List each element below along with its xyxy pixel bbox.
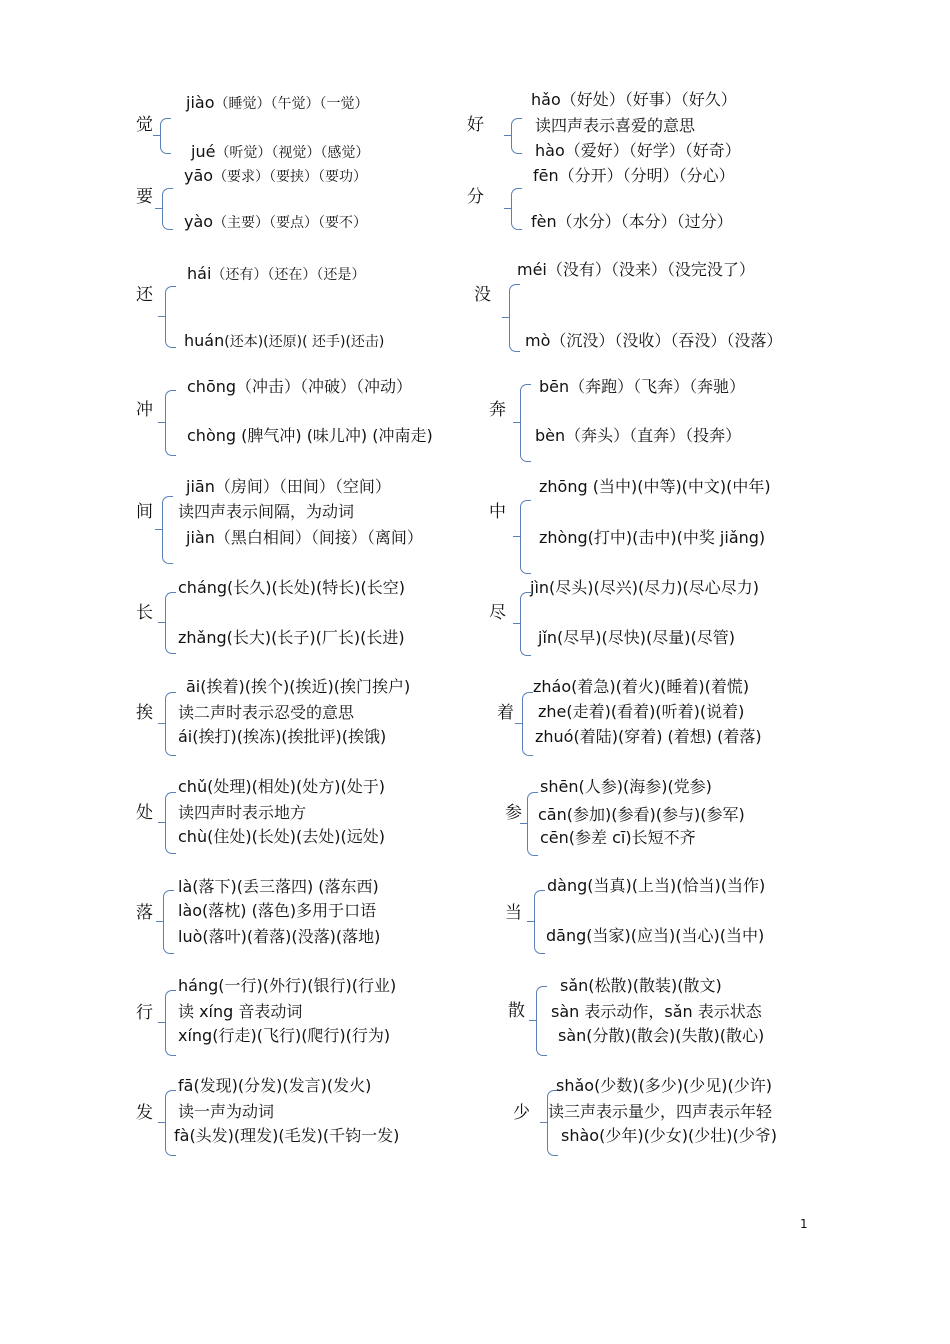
brace-tip bbox=[158, 1022, 165, 1023]
brace-tip bbox=[504, 208, 511, 209]
curly-brace bbox=[163, 890, 174, 954]
curly-brace bbox=[547, 1090, 558, 1156]
pinyin: zhe bbox=[538, 702, 567, 721]
example-words: (当家)(应当)(当心)(当中) bbox=[586, 926, 765, 945]
example-words: （沉没）（没收）（吞没）（没落） bbox=[550, 331, 783, 350]
brace-tip bbox=[513, 536, 520, 537]
reading-line bbox=[178, 827, 385, 847]
example-words: (还本)(还原)( 还手)(还击) bbox=[224, 334, 385, 350]
example-words: (脾气冲) (味儿冲) (冲南走) bbox=[236, 426, 433, 445]
pinyin: yāo bbox=[184, 166, 214, 185]
reading-line bbox=[184, 166, 367, 187]
pinyin: fèn bbox=[531, 212, 557, 231]
reading-line bbox=[525, 331, 782, 351]
example-words: (松散)(散装)(散文) bbox=[588, 976, 722, 995]
pinyin: zháo bbox=[533, 677, 572, 696]
example-words: (处理)(相处)(处方)(处于) bbox=[207, 777, 386, 796]
reading-line bbox=[191, 142, 369, 163]
brace-tip bbox=[513, 623, 520, 624]
reading-line bbox=[540, 828, 696, 848]
example-words: （水分）（本分）（过分） bbox=[556, 212, 733, 231]
polyphone-character: 间 bbox=[136, 502, 153, 522]
pinyin: āi bbox=[186, 677, 201, 696]
brace-tip bbox=[156, 921, 163, 922]
polyphone-character: 好 bbox=[467, 115, 484, 135]
polyphone-character: 没 bbox=[474, 285, 491, 305]
polyphone-character: 当 bbox=[505, 903, 522, 923]
example-words: （要求）（要挟）（要功） bbox=[213, 169, 368, 185]
example-words: （分开）（分明）（分心） bbox=[558, 166, 735, 185]
example-words: （房间）（田间）（空间） bbox=[214, 477, 391, 496]
curly-brace bbox=[162, 496, 173, 564]
reading-line bbox=[178, 901, 376, 921]
reading-line bbox=[561, 1126, 777, 1146]
pinyin: sàn bbox=[558, 1026, 587, 1045]
reading-line bbox=[546, 926, 764, 946]
example-words: (头发)(理发)(毛发)(千钧一发) bbox=[189, 1126, 400, 1145]
example-words: （黑白相间）（间接）（离间） bbox=[214, 528, 423, 547]
example-words: 读四声表示间隔，为动词 bbox=[178, 502, 355, 521]
reading-line bbox=[530, 578, 759, 598]
reading-line bbox=[178, 1026, 390, 1046]
pinyin: bēn bbox=[539, 377, 570, 396]
reading-line bbox=[178, 1102, 274, 1122]
example-words: (落下)(丢三落四) (落东西) bbox=[192, 877, 379, 896]
example-words: (走着)(看着)(听着)(说着) bbox=[566, 702, 745, 721]
reading-line bbox=[186, 93, 368, 114]
pinyin: jué bbox=[191, 142, 216, 161]
example-words: (参加)(参看)(参与)(参军) bbox=[566, 805, 745, 824]
example-words: 读一声为动词 bbox=[178, 1102, 275, 1121]
reading-line bbox=[558, 1026, 764, 1046]
pinyin: hào bbox=[535, 141, 565, 160]
brace-tip bbox=[158, 1122, 165, 1123]
reading-line bbox=[538, 702, 744, 722]
pinyin: hái bbox=[187, 264, 212, 283]
reading-line bbox=[533, 677, 749, 697]
polyphone-character: 中 bbox=[489, 502, 506, 522]
brace-tip bbox=[502, 317, 509, 318]
curly-brace bbox=[520, 592, 531, 656]
reading-line bbox=[531, 90, 737, 110]
reading-line bbox=[533, 166, 735, 186]
pinyin: jiàn bbox=[186, 528, 215, 547]
pinyin: dàng bbox=[547, 876, 588, 895]
curly-brace bbox=[165, 792, 176, 854]
polyphone-character: 长 bbox=[136, 603, 153, 623]
reading-line bbox=[186, 677, 410, 697]
brace-tip bbox=[158, 723, 165, 724]
example-words: (行走)(飞行)(爬行)(行为) bbox=[212, 1026, 391, 1045]
example-words: (尽早)(尽快)(尽量)(尽管) bbox=[557, 628, 735, 647]
pinyin: hǎo bbox=[531, 90, 561, 109]
example-words: (着急)(着火)(睡着)(着慌) bbox=[571, 677, 750, 696]
polyphone-character: 着 bbox=[497, 703, 514, 723]
example-words: (当中)(中等)(中文)(中年) bbox=[587, 477, 771, 496]
brace-tip bbox=[155, 529, 162, 530]
example-words: (挨着)(挨个)(挨近)(挨门挨户) bbox=[200, 677, 411, 696]
example-words: （奔跑）（飞奔）（奔驰） bbox=[569, 377, 746, 396]
example-words: （主要）（要点）（要不） bbox=[213, 215, 368, 231]
example-words: (少年)(少女)(少壮)(少爷) bbox=[599, 1126, 778, 1145]
brace-tip bbox=[158, 422, 165, 423]
reading-line bbox=[531, 212, 733, 232]
reading-line bbox=[178, 1002, 302, 1022]
reading-line bbox=[178, 927, 380, 947]
polyphone-character: 处 bbox=[136, 803, 153, 823]
example-words: （冲击）（冲破）（冲动） bbox=[236, 377, 413, 396]
pinyin: cān bbox=[538, 805, 567, 824]
reading-line bbox=[187, 264, 365, 285]
reading-line bbox=[517, 260, 755, 280]
example-words: （睡觉）（午觉）（一觉） bbox=[214, 96, 369, 112]
reading-line bbox=[178, 578, 405, 598]
reading-line bbox=[178, 628, 405, 648]
pinyin: shào bbox=[561, 1126, 600, 1145]
curly-brace bbox=[165, 990, 176, 1056]
reading-line bbox=[178, 703, 354, 723]
reading-line bbox=[551, 1002, 762, 1022]
pinyin: jiào bbox=[186, 93, 215, 112]
example-words: (一行)(外行)(银行)(行业) bbox=[218, 976, 397, 995]
curly-brace bbox=[520, 384, 531, 462]
brace-tip bbox=[504, 135, 511, 136]
example-words: (打中)(击中)(中奖 jiǎng) bbox=[587, 528, 766, 547]
example-words: (当真)(上当)(恰当)(当作) bbox=[587, 876, 766, 895]
example-words: 表示动作，sǎn 表示状态 bbox=[579, 1002, 762, 1021]
reading-line bbox=[178, 803, 306, 823]
reading-line bbox=[178, 502, 354, 522]
curly-brace bbox=[165, 592, 176, 654]
reading-line bbox=[560, 976, 722, 996]
polyphone-character: 落 bbox=[136, 903, 153, 923]
pinyin: chù bbox=[178, 827, 208, 846]
pinyin: sàn bbox=[551, 1002, 580, 1021]
pinyin: là bbox=[178, 877, 193, 896]
polyphone-character: 冲 bbox=[136, 400, 153, 420]
example-words: 音表动词 bbox=[233, 1002, 303, 1021]
pinyin: chōng bbox=[187, 377, 237, 396]
reading-line bbox=[548, 1102, 772, 1122]
example-words: 读四声时表示地方 bbox=[178, 803, 307, 822]
polyphone-character: 分 bbox=[467, 187, 484, 207]
example-words: (尽头)(尽兴)(尽力)(尽心尽力) bbox=[549, 578, 759, 597]
curly-brace bbox=[165, 692, 176, 756]
pinyin: zhǎng bbox=[178, 628, 227, 647]
pinyin: cháng bbox=[178, 578, 228, 597]
reading-line bbox=[187, 377, 412, 397]
reading-line bbox=[178, 777, 385, 797]
reading-line bbox=[539, 377, 745, 397]
polyphone-character: 少 bbox=[513, 1103, 530, 1123]
page-number: 1 bbox=[800, 1217, 808, 1231]
example-words: （还有）（还在）（还是） bbox=[211, 267, 366, 283]
polyphone-character: 奔 bbox=[489, 400, 506, 420]
brace-tip bbox=[540, 1122, 547, 1123]
curly-brace bbox=[162, 188, 173, 230]
pinyin: jiān bbox=[186, 477, 215, 496]
reading-line bbox=[174, 1126, 399, 1146]
reading-line bbox=[538, 805, 745, 825]
example-words: (参差 cī)长短不齐 bbox=[568, 828, 696, 847]
reading-line bbox=[535, 727, 762, 747]
pinyin: jǐn bbox=[538, 628, 558, 647]
curly-brace bbox=[165, 1090, 176, 1156]
reading-line bbox=[535, 141, 741, 161]
curly-brace bbox=[165, 390, 176, 456]
curly-brace bbox=[520, 500, 531, 574]
pinyin: luò bbox=[178, 927, 203, 946]
curly-brace bbox=[160, 118, 171, 154]
curly-brace bbox=[534, 890, 545, 954]
polyphone-character: 挨 bbox=[136, 703, 153, 723]
pinyin: lào bbox=[178, 901, 203, 920]
brace-tip bbox=[520, 823, 527, 824]
reading-line bbox=[178, 976, 396, 996]
example-words: (挨打)(挨冻)(挨批评)(挨饿) bbox=[192, 727, 387, 746]
example-words: (住处)(长处)(去处)(远处) bbox=[207, 827, 386, 846]
curly-brace bbox=[165, 286, 176, 348]
reading-line bbox=[556, 1076, 772, 1096]
reading-line bbox=[539, 528, 765, 548]
curly-brace bbox=[522, 692, 533, 756]
pinyin: mò bbox=[525, 331, 551, 350]
pinyin: zhuó bbox=[535, 727, 574, 746]
pinyin: fà bbox=[174, 1126, 190, 1145]
pinyin: méi bbox=[517, 260, 547, 279]
reading-line bbox=[538, 628, 735, 648]
example-words: （爱好）（好学）（好奇） bbox=[564, 141, 741, 160]
reading-line bbox=[539, 477, 771, 497]
pinyin: zhòng bbox=[539, 528, 588, 547]
pinyin: háng bbox=[178, 976, 219, 995]
pinyin: jìn bbox=[530, 578, 550, 597]
curly-brace bbox=[527, 792, 538, 856]
reading-line bbox=[178, 1076, 371, 1096]
pinyin: shǎo bbox=[556, 1076, 595, 1095]
pinyin: bèn bbox=[535, 426, 566, 445]
pinyin: xíng bbox=[178, 1026, 213, 1045]
example-words: (人参)(海参)(党参) bbox=[578, 777, 712, 796]
pinyin: chòng bbox=[187, 426, 237, 445]
curly-brace bbox=[511, 118, 522, 154]
reading-line bbox=[184, 212, 367, 233]
brace-tip bbox=[153, 135, 160, 136]
example-words: （听觉）（视觉）（感觉） bbox=[215, 145, 370, 161]
brace-tip bbox=[513, 422, 520, 423]
reading-line bbox=[535, 426, 741, 446]
pinyin: shēn bbox=[540, 777, 579, 796]
reading-line bbox=[178, 877, 379, 897]
pinyin: fēn bbox=[533, 166, 559, 185]
brace-tip bbox=[155, 208, 162, 209]
pinyin: zhōng bbox=[539, 477, 588, 496]
polyphone-character: 参 bbox=[505, 803, 522, 823]
reading-line bbox=[186, 477, 391, 497]
example-words: 读二声时表示忍受的意思 bbox=[178, 703, 355, 722]
example-words: 读三声表示量少，四声表示年轻 bbox=[548, 1102, 773, 1121]
reading-line bbox=[547, 876, 765, 896]
brace-tip bbox=[158, 622, 165, 623]
brace-tip bbox=[527, 921, 534, 922]
curly-brace bbox=[536, 986, 547, 1056]
reading-line bbox=[186, 528, 423, 548]
polyphone-character: 觉 bbox=[136, 115, 153, 135]
polyphone-character: 散 bbox=[508, 1001, 525, 1021]
reading-line bbox=[535, 116, 695, 136]
example-words: (长久)(长处)(特长)(长空) bbox=[227, 578, 405, 597]
reading-line bbox=[187, 426, 433, 446]
example-words: （奔头）（直奔）（投奔） bbox=[565, 426, 742, 445]
brace-tip bbox=[515, 723, 522, 724]
example-words: （没有）（没来）（没完没了） bbox=[546, 260, 755, 279]
example-words: （好处）（好事）（好久） bbox=[560, 90, 737, 109]
polyphone-character: 还 bbox=[136, 285, 153, 305]
pinyin: dāng bbox=[546, 926, 587, 945]
pinyin: huán bbox=[184, 331, 225, 350]
example-words: 读四声表示喜爱的意思 bbox=[535, 116, 696, 135]
pinyin: yào bbox=[184, 212, 214, 231]
curly-brace bbox=[511, 188, 522, 230]
example-words: (着陆)(穿着) (着想) (着落) bbox=[573, 727, 762, 746]
brace-tip bbox=[158, 822, 165, 823]
pinyin: sǎn bbox=[560, 976, 589, 995]
pinyin: fā bbox=[178, 1076, 194, 1095]
example-words: (少数)(多少)(少见)(少许) bbox=[594, 1076, 773, 1095]
polyphone-character: 行 bbox=[136, 1003, 153, 1023]
brace-tip bbox=[529, 1020, 536, 1021]
example-words: (长大)(长子)(厂长)(长进) bbox=[226, 628, 405, 647]
reading-line bbox=[540, 777, 712, 797]
brace-tip bbox=[158, 316, 165, 317]
reading-line bbox=[178, 727, 386, 747]
polyphone-character: 要 bbox=[136, 187, 153, 207]
curly-brace bbox=[509, 284, 520, 352]
pinyin: 读 xíng bbox=[178, 1002, 234, 1021]
pinyin: chǔ bbox=[178, 777, 208, 796]
polyphone-character: 尽 bbox=[489, 603, 506, 623]
example-words: (发现)(分发)(发言)(发火) bbox=[193, 1076, 372, 1095]
example-words: (分散)(散会)(失散)(散心) bbox=[586, 1026, 765, 1045]
pinyin: cēn bbox=[540, 828, 569, 847]
reading-line bbox=[184, 331, 384, 352]
polyphone-character: 发 bbox=[136, 1103, 153, 1123]
pinyin: ái bbox=[178, 727, 193, 746]
example-words: (落叶)(着落)(没落)(落地) bbox=[202, 927, 381, 946]
example-words: (落枕) (落色)多用于口语 bbox=[202, 901, 377, 920]
